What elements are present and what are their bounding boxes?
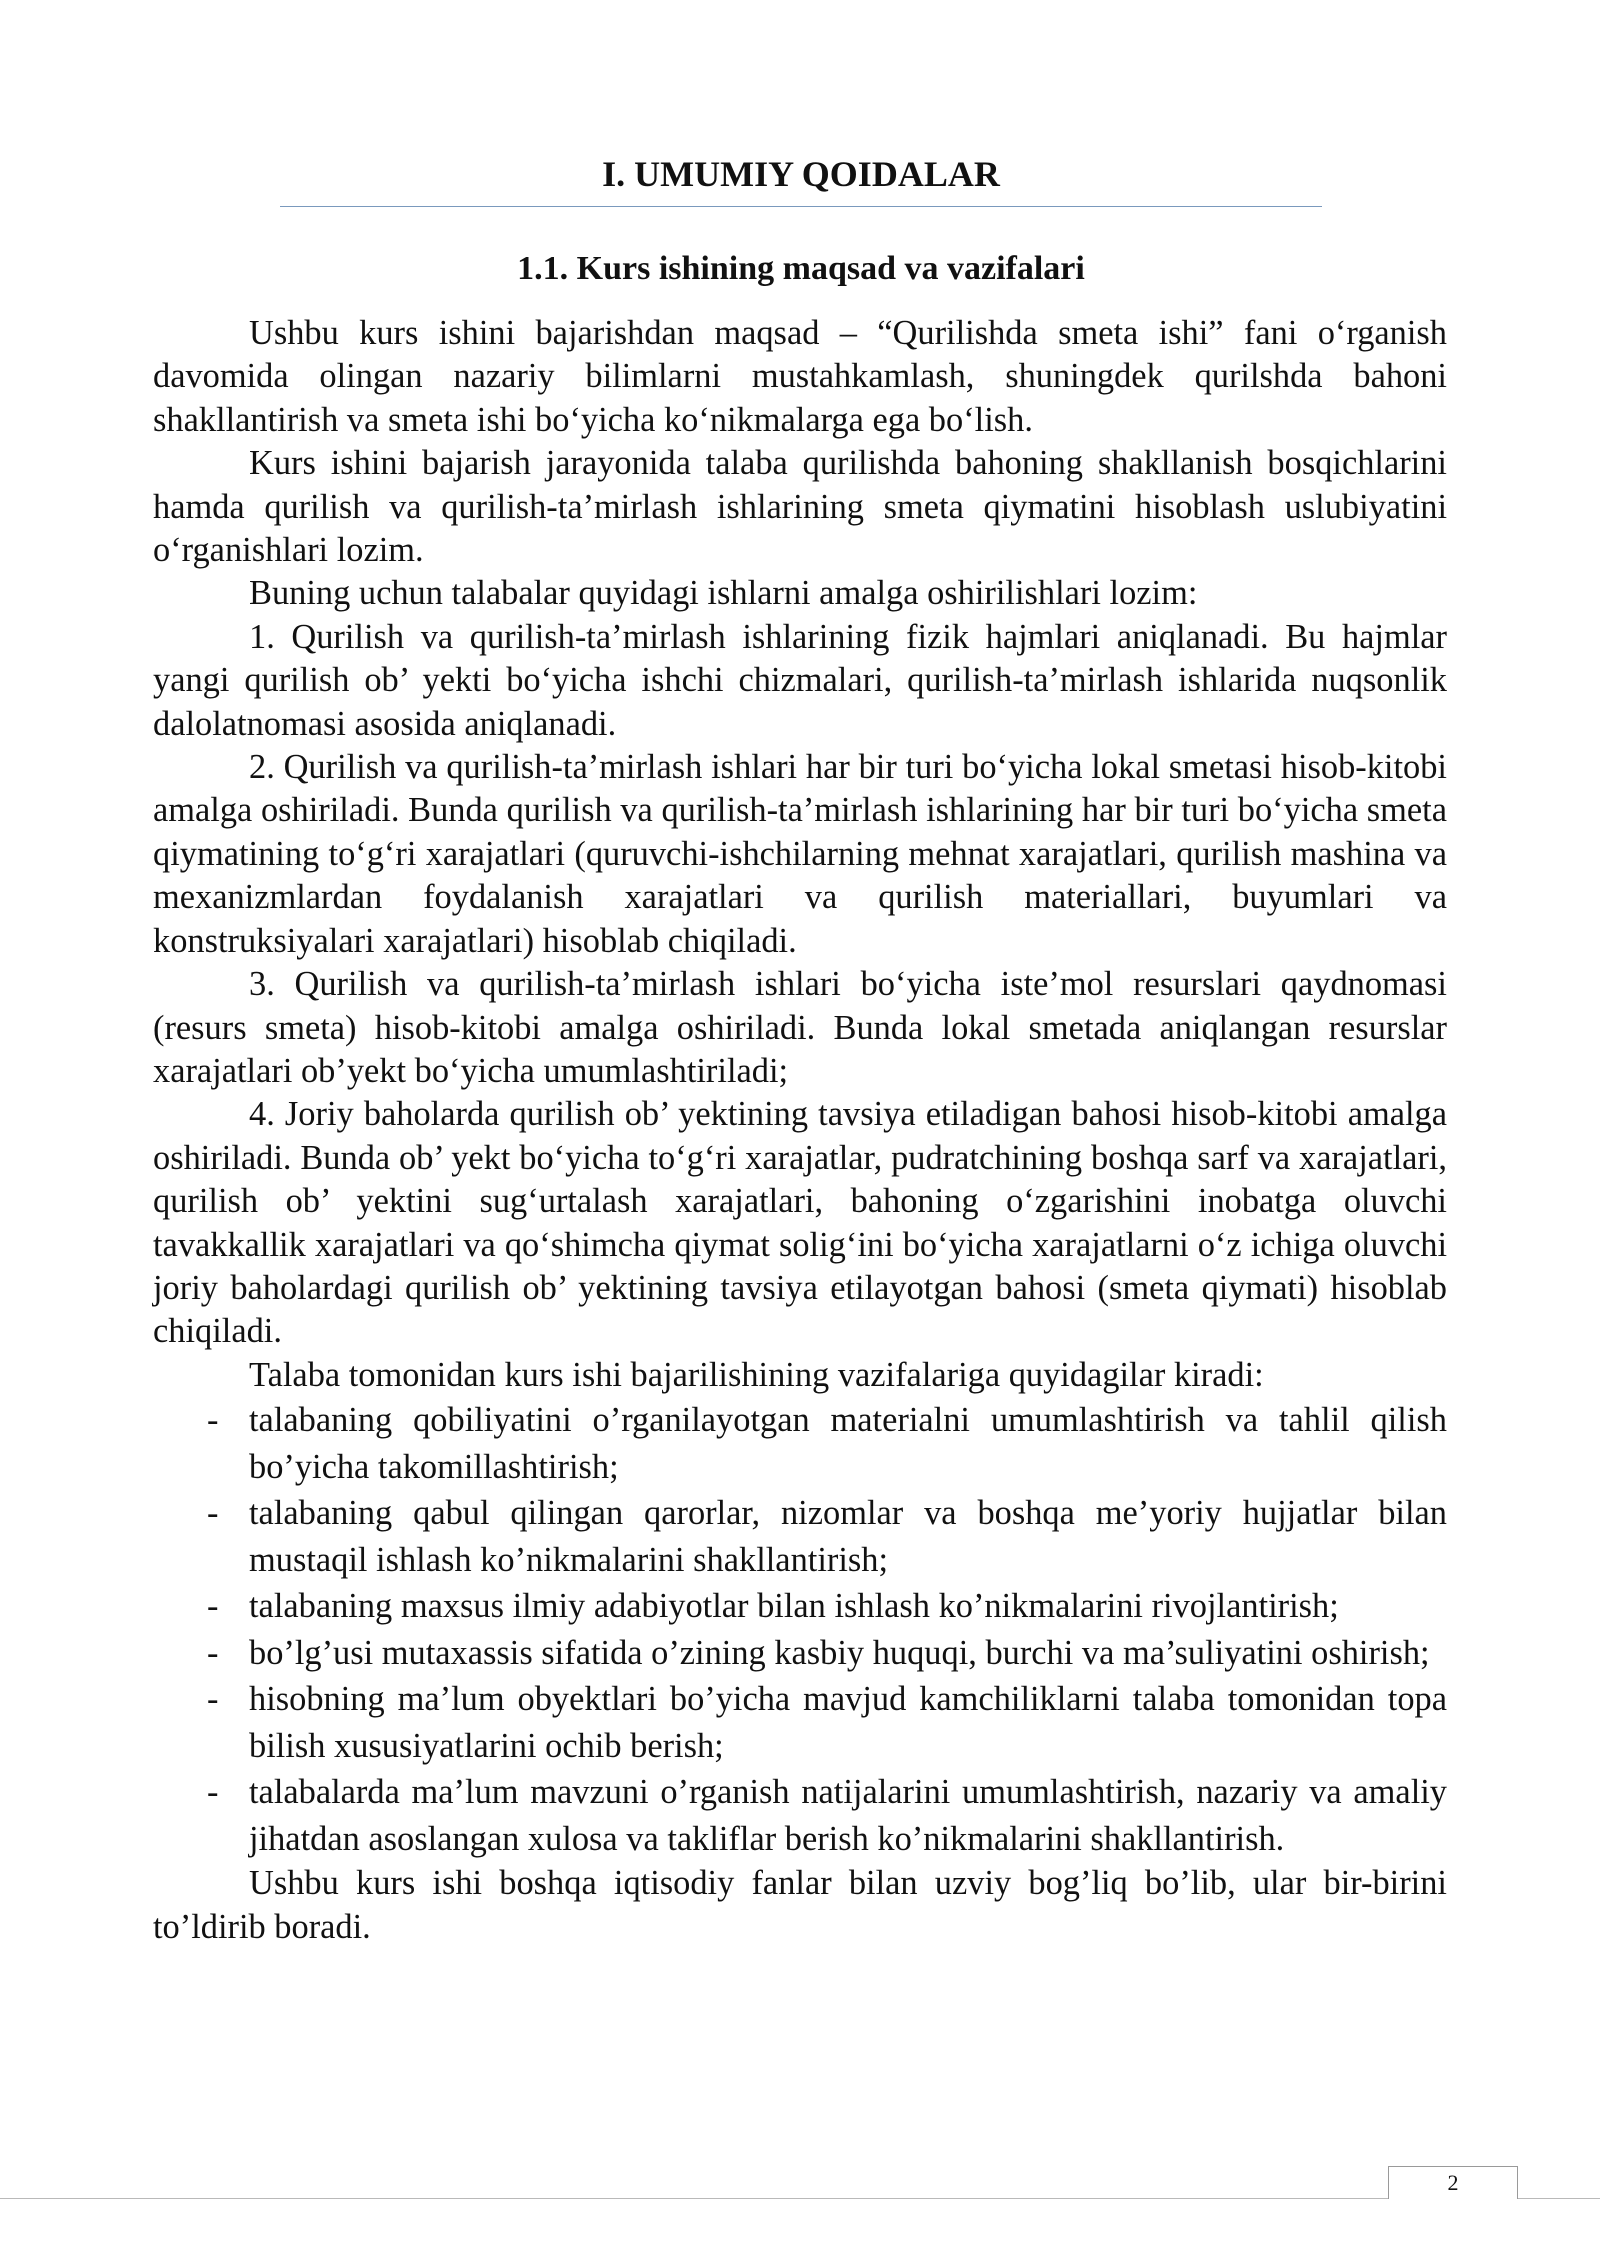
numbered-paragraph: 2. Qurilish va qurilish-ta’mirlash ishlari har bir turi bo‘yicha lokal smetasi hisob-kitobi amalga oshiriladi. Bunda qurilish va qurilish-ta’mirlash ishlarining har bir turi bo‘yicha smeta qiymatining to‘g‘ri xarajatlari (quruvchi-ishchilarning mehnat xarajatlari, qurilish mashina va mexanizmlardan foydalanish xarajatlari va qurilish materiallari, buyumlari va konstruksiyalari xarajatlari) hisoblab chiqiladi.: [153, 748, 1447, 960]
list-item-text: talabalarda ma’lum mavzuni o’rganish natijalarini umumlashtirish, nazariy va amaliy jihatdan asoslangan xulosa va takliflar berish ko’nikmalarini shakllantirish.: [249, 1773, 1447, 1858]
list-item-text: bo’lg’usi mutaxassis sifatida o’zining kasbiy huquqi, burchi va ma’suliyatini oshirish;: [249, 1633, 1430, 1672]
list-item-text: talabaning qabul qilingan qarorlar, nizomlar va boshqa me’yoriy hujjatlar bilan mustaqil ishlash ko’nikmalarini shakllantirish;: [249, 1494, 1447, 1579]
list-item: [153, 1490, 1447, 1583]
page-number: 2: [1388, 2166, 1518, 2199]
list-item: [153, 1583, 1447, 1630]
section-title: I. UMUMIY QOIDALAR: [602, 154, 1000, 194]
closing-paragraph: Ushbu kurs ishi boshqa iqtisodiy fanlar bilan uzviy bog’liq bo’lib, ular bir-birini to’ldirib boradi.: [153, 1864, 1447, 1946]
numbered-paragraph: 4. Joriy baholarda qurilish ob’ yektining tavsiya etiladigan bahosi hisob-kitobi amalga oshiriladi. Bunda ob’ yekt bo‘yicha to‘g‘ri xarajatlar, pudratchining boshqa sarf va xarajatlari, qurilish ob’ yektini sug‘urtalash xarajatlari, bahoning o‘zgarishini inobatga oluvchi tavakkallik xarajatlari va qo‘shimcha qiymat solig‘ini bo‘yicha xarajatlarni o‘z ichiga oluvchi joriy baholardagi qurilish ob’ yektining tavsiya etilayotgan bahosi (smeta qiymati) hisoblab chiqiladi.: [153, 1095, 1447, 1351]
subsection-title: 1.1. Kurs ishining maqsad va vazifalari: [517, 250, 1085, 287]
numbered-paragraph: 3. Qurilish va qurilish-ta’mirlash ishlari bo‘yicha iste’mol resurslari qaydnomasi (resurs smeta) hisob-kitobi amalga oshiriladi. Bunda lokal smetada aniqlangan resurslar xarajatlari ob’yekt bo‘yicha umumlashtiriladi;: [153, 965, 1447, 1090]
task-list: [153, 1397, 1447, 1862]
list-item: [153, 1769, 1447, 1862]
list-item-text: talabaning maxsus ilmiy adabiyotlar bilan ishlash ko’nikmalarini rivojlantirish;: [249, 1587, 1339, 1626]
list-item: [153, 1676, 1447, 1769]
list-bullet: -: [207, 1494, 219, 1533]
numbered-paragraph: 1. Qurilish va qurilish-ta’mirlash ishlarining fizik hajmlari aniqlanadi. Bu hajmlar yangi qurilish ob’ yekti bo‘yicha ishchi chizmalari, qurilish-ta’mirlash ishlarida nuqsonlik dalolatnomasi asosida aniqlanadi.: [153, 617, 1447, 743]
list-bullet: -: [207, 1633, 219, 1672]
paragraph: Kurs ishini bajarish jarayonida talaba qurilishda bahoning shakllanish bosqichlarini hamda qurilish va qurilish-ta’mirlash ishlarining smeta qiymatini hisoblash uslubiyatini o‘rganishlari lozim.: [153, 444, 1447, 570]
paragraph: Buning uchun talabalar quyidagi ishlarni amalga oshirilishlari lozim:: [249, 574, 1198, 613]
paragraph: Ushbu kurs ishini bajarishdan maqsad – “Qurilishda smeta ishi” fani o‘rganish davomida olingan nazariy bilimlarni mustahkamlash, shuningdek qurilshda bahoni shakllantirish va smeta ishi bo‘yicha ko‘nikmalarga ega bo‘lish.: [153, 314, 1447, 439]
list-item-text: hisobning ma’lum obyektlari bo’yicha mavjud kamchiliklarni talaba tomonidan topa bilish xususiyatlarini ochib berish;: [249, 1680, 1447, 1765]
list-item-text: talabaning qobiliyatini o’rganilayotgan materialni umumlashtirish va tahlil qilish bo’yicha takomillashtirish;: [249, 1401, 1447, 1486]
list-bullet: -: [207, 1773, 219, 1812]
list-bullet: -: [207, 1401, 219, 1440]
list-item: [153, 1630, 1447, 1677]
paragraph: Talaba tomonidan kurs ishi bajarilishining vazifalariga quyidagilar kiradi:: [249, 1355, 1264, 1394]
list-item: [153, 1397, 1447, 1490]
list-bullet: -: [207, 1680, 219, 1719]
footer-divider: [0, 2198, 1600, 2199]
list-bullet: -: [207, 1587, 219, 1626]
title-underline: [280, 206, 1322, 207]
body-text: [153, 312, 1447, 1949]
